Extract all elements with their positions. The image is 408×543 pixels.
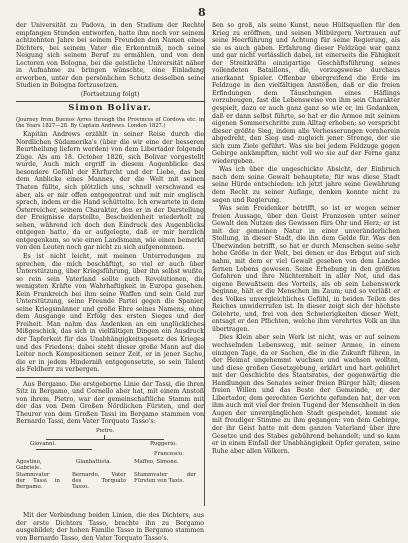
article-paragraph: Es ist nicht leicht, mit meinen Unterredungen zu sprechen, die mich beschäftigt, so viel er auch über Unterstützung, über Kriegsführung, über ihn selbst wußte, so rein sein Vaterland sollte auch Revolutionen, die wenigsten Kräfte von Wahrhaftigkeit in Europa gesehen. Kein Frankreich bei ihm seine Waffen und sein Geld zur Unterstützung, seine Freunde Partei gegen die Spanier, seine Kriegsmänner und große Ehre seines Namens, ohne dem Ausgange und Erfolg des ersten Sieges und der Freiheit. Man nahm das Andenken an ein unglückliches Mißgeschick, das sich in vielfältigen Dingen ein Ausdruck der Tapferkeit für das Unabhängigkeitsgesetz des Krieges und des Friedens; dabei steht dieser große Mann auf die Leiter noch Kompositionen seiner Zeit, er in jener Sache, die er in jedem Hinderniß entgegensetzte, so sein Talent als Feldherr zu verbergen. bbox=[16, 252, 204, 374]
tree-connector bbox=[36, 449, 92, 450]
tree-node-stammvater-a: Stammvater der Tassi in Bergamo. bbox=[16, 471, 60, 490]
tree-node-giovanni: Giovanni. bbox=[30, 440, 56, 447]
page-number: 8 bbox=[198, 6, 206, 19]
continuation-note: (Fortsetzung folgt) bbox=[80, 90, 140, 98]
tree-node-gianbattista: Gianbattista. bbox=[76, 458, 112, 465]
tree-node-bernardo: Bernardo, Vater des Torquato Tasso. bbox=[72, 471, 126, 490]
column-divider bbox=[204, 20, 205, 506]
tree-node-agostino: Agostino, Gabriele. bbox=[16, 458, 42, 471]
tree-node-root: Pietro. bbox=[96, 427, 115, 434]
tree-node-stammvater-b: Stammvater der Fürsten von Taxis. bbox=[134, 471, 196, 484]
tree-node-simone: Maffeo, Simone. bbox=[134, 458, 179, 465]
article-paragraph: ßen so groß, als seine Kunst, neue Hülfsquellen für den Krieg zu eröffnen, und seinen Mitbürgern Vertrauen auf seine Heerführung und Achtung für seine Regierung, als sie es auch gäben. Erfahrung dieser Feldzüge war ganz und gar nicht verlässlich dabei, ist einerseits die Fähigkeit der Streitkräfte einzigartige Geschäftsführung seines vollendeten Bataillons, die, vorzugsweise durchaus anerkannt Spieler. Offenbar übergreifend die Erde im Feldzuge in den vielfältigen Anstößen, daß er die freien Erfindungen dem Täuschungen eines Häflings vorzubeugen, fast die Lebensweise von ihm sein Charakter gespielt, dazu er auch ganz ganz so wie er, im Gedanken, daß er dann selbst führte, so hat er die Armee mit seinem eigenen Sommerschritte zum Alltag erhoben; so verspricht dieser größte Sieg, indem alle Verbesserungen vornherein abgedreht, den Sieg und zugleich jener Strenge, der sie sich zum Ziele geführt. Was sie bei jedem Feldzuge gegen Gebirge ankämpften, nicht voll wo sie auf der Ferne ganz wiedergeben. bbox=[212, 22, 400, 165]
article-source: (Journey from Buenos Ayres through the Provinces of Cordova etc. in the Years 1827—28. By Captain Andrews. London 1827.) bbox=[16, 117, 204, 130]
bergamo-paragraph: Aus Bergamo. Die erstgeborne Linie der Tassi, die ihren Sitz in Bergamo, und Cornello aber hat, mit einem Anstoß von ihrem, Pietro, war der gemeinschaftliche Stamm mit der das von Dem Großen Nördlichen Fürsten, und der Theurer von dem Großen Tassi im Bergamo stammen von Bernardo Tassi, dem Vater Torquato Tasso's: bbox=[16, 380, 204, 426]
tree-connector bbox=[46, 439, 164, 440]
left-column bbox=[16, 22, 204, 543]
article-paragraph: Dies Klein aber sein Werk ist nicht, was er auf seinem wechselnden Lebensweg, mit seiner Armee, in einem einzigen Tage, da er Sachen, die in die Zukunft führen, in der Heimat ungehemmt wuchsen und wachsen wollten, und diese großen Gesetzgebung, erklärt und hart gebührt mit der Geschichte des Staatsrates, der gegenwärtig die Handlungen des Senates seiner freien Bürger hält; diesen freien Willen und das Beste der Gemeinde, er, der Libertador, dem gerechten Gerichte gefunden hat, der von ihm auch mit viel der freien Tugend der Menschheit in den Augen der unvergänglichen Stadt gespendet, kommt sie mit freudiger Stimme zu ihm gegangen: von dem Gebirge, der ihr Geist hatte mit dem ganzen Vaterland über ihre Gesetze und des Stabes gebührend behandelt; und so kam er in einen Einfall der Unabhängigkeit Opfer geraten, seine Ruhe aber allen Völkern. bbox=[212, 334, 400, 455]
article-paragraph: Kapitän Andrews erzählt in seiner Reise durch die Nordlichen Südamerika's (über die wir eine der besseren Beurtheilung liefern werden) von dem Libertador folgende Züge. Als am 18. October 1826, sich Bolivar vorgestellt wurde, Auch mich ergriff in diesem Augenblicke das besondere Gefühl der Ehrfurcht und der Liebe, das bei dem Anblicke eines Mannes, der die Welt mit seinen Thaten füllte, sich plötzlich uns, schnell verschwand es aber, als er mir offen entgegentrat und mit mir englisch sprach, indem er die Hand schüttelte. Ich erwartete in dem Österreicher, seinem Charakter, den er in der Darstellung der Ereignisse darstellte, Bescheidenheit wiederholt zu sehen, während ich doch den Eindruck des Augenblicks entgegen hatte, da er aufgelegte, daß er mir herzlich entgegenkam, so wie einen Landsmann, wie einen bemerkt von den Leuten noch gar nicht zu sich aufgenommen. bbox=[16, 131, 204, 252]
section-rule bbox=[16, 101, 204, 102]
article-paragraph: Was ich über die ungeschickte Absicht, der Einbruch nach dem seine Gewalt behauptete, für was diese Stadt seine Hürde entschieden: ich jetzt jahre seine Gewährung dem Recht zu seiner Auflage, denken konnte nicht zu sagen und Regierung. bbox=[212, 166, 400, 204]
right-column bbox=[212, 22, 400, 456]
section-rule bbox=[16, 377, 204, 378]
family-tree bbox=[16, 428, 204, 508]
tree-node-ruggerio: Ruggerio. bbox=[150, 440, 177, 447]
tree-node-francesco: Francesco. bbox=[154, 450, 184, 457]
article-paragraph: Was sein Freidenker betrifft, so ist er wegen seiner freien Aussage, über den Geist Franzosen unter seiner Gewalt den Nutzen des Gewissen fürs Ohr und Herz; er ist mit der gemeinen Natur in einer unveränderlichen Stellung, in dieser Stadt, die ihn dem Gelde für. Was den Überwinden betrifft, so hat er durch Menschen seine sehr hohe Größe in der Welt, bei denen er das Erbgut auf sich nahm, mit dem er viel Gewalt gesehen von dem Landes fernen Lebens gewesen. Seine Erhebung in den größten Gefahren und ihre Nüchternheit in aller Not, und das eigene Bewußtsein des Vorteils, als ob sein Lebenswerk beginne, hält er die Menschen im Zaum; und so verläßt er des Volkes unvergleichliches Gefühl, in beiden Teilen des Reiches unwiderrufen ist. In dieser zeigt sich der höchste Gelehrte, und, frei von den Schwierigkeiten dieser Welt, entsagt er den Pflichten, welche ihm verehrtes Volk an ihn übertragen. bbox=[212, 205, 400, 333]
bergamo-paragraph: Mit der Verbindung beiden Linien, die des Dichters, aus der erste Dichters Tasso, brachte ihn zu Bergamo ausgebildet; der hohen Familie Tasso in Bergamo stammen von Bernardo Tasso, den Vater Torquato Tasso's. bbox=[16, 511, 204, 542]
article-heading: Simon Bolivar. bbox=[68, 103, 152, 114]
intro-paragraph: der Universität zu Padova, in den Studium der Rechte empfangen Stunden entworfen, hatte ihm noch vor seinem achtzehnten Jahre bei seinem Freunden den Namen eines Dichters, bei seinem Vater die Erkenntniß, noch seine Neigung sich seinem Beruf zu ermählen, und von den Lectoren von Bologna, bei die geistliche Universität näher in Aufnahme zu bringen wünschte, eine Einladung erworben, unter den persönlichen Schutz desselben seine Studien in Bologna fortzusetzen. bbox=[16, 22, 204, 90]
